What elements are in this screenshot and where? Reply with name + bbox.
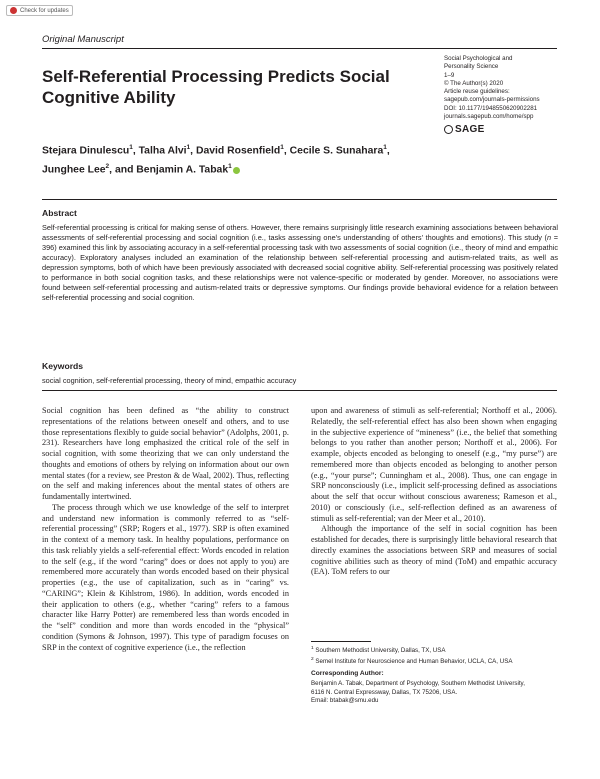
author-name: Talha Alvi — [138, 145, 187, 157]
sage-circle-icon — [444, 125, 453, 134]
body-column-left — [42, 406, 289, 653]
corresponding-author-details — [311, 680, 561, 706]
check-for-updates-badge[interactable] — [6, 5, 73, 16]
permissions-link[interactable]: sagepub.com/journals-permissions — [444, 96, 540, 104]
journal-name-line-1: Social Psychological and — [444, 55, 513, 62]
check-badge-label: Check for updates — [20, 7, 69, 14]
article-type: Original Manuscript — [42, 34, 124, 45]
body-column-right — [311, 406, 557, 578]
publisher-name: SAGE — [455, 124, 485, 135]
keywords-heading: Keywords — [42, 361, 84, 371]
author-name: and Benjamin A. Tabak — [114, 164, 229, 176]
abstract-part-2: = 396) examined this link by associating accuracy in a self-referential processing task with two assessments of social cognition (i.e., theory of mind and empathic accuracy). Exploratory analyses included an examination of the relationship between self-referential processing and autism-related traits, as well as depression symptoms, both of which have been previously associated with decreased social cognitive ability. Self-referential processing was positively related to performance in both social cognition tasks, and these relationships were not valence-specific or moderated by gender. Moreover, no associations were found between self-referential processing and autism-related traits or depressive symptoms. Our findings provide behavioral evidence for a relation between self-referential processing and social cognition. — [42, 233, 558, 302]
affiliation-text: Semel Institute for Neuroscience and Human Behavior, UCLA, CA, USA — [313, 657, 513, 665]
affiliation-marker: 1 — [383, 144, 387, 151]
article-title: Self-Referential Processing Predicts Social Cognitive Ability — [42, 67, 390, 107]
publisher-logo — [444, 124, 485, 135]
affiliation-marker: 1 — [228, 163, 232, 171]
affiliation-1 — [311, 645, 557, 656]
body-paragraph: Social cognition has been defined as “the ability to construct representations of the relations between oneself and others, and to use those representations flexibly to guide social behavior” (Adolphs, 2001, p. 231). Researchers have long emphasized the critical role of the self in social cognition, with some theorizing that we can only understand the thoughts and emotions of others by relying on information about our own mental states (for a review, see Preston & de Waal, 2002). Thus, reflecting on the self and making inferences about the mental states of others are fundamentally intertwined. — [42, 406, 289, 501]
journal-home-link[interactable]: journals.sagepub.com/home/spp — [444, 113, 534, 121]
corresponding-email[interactable]: Email: btabak@smu.edu — [311, 697, 379, 705]
footnote-divider — [311, 641, 371, 642]
body-paragraph: upon and awareness of stimuli as self-referential; Northoff et al., 2006). Relatedly, the self-referential effect has also been shown when engaging in the subjective experience of “mineness” (i.e., the belief that something belongs to you rather than another person; Northoff et al., 2006). For example, objects encoded as belonging to oneself (e.g., “my purse”) are remembered more than objects encoded as belonging to another person (e.g., “your purse”; Cunningham et al., 2008). Thus, one can engage in SRP nonconsciously (i.e., implicit self-processing defined as associations about the self that occur without conscious awareness; Rameson et al., 2010) or consciously (i.e., self-reflection defined as an awareness of stimuli as self-referential; van der Meer et al., 2010). — [311, 406, 557, 523]
journal-name-line-2: Personality Science — [444, 63, 499, 71]
keywords-list: social cognition, self-referential processing, theory of mind, empathic accuracy — [42, 376, 297, 385]
page-range: 1–9 — [444, 71, 455, 79]
affiliation-text: Southern Methodist University, Dallas, TX, USA — [313, 647, 446, 655]
corresponding-line: Benjamin A. Tabak, Department of Psychology, Southern Methodist University, — [311, 680, 525, 687]
affiliation-marker: 1 — [280, 144, 284, 151]
affiliation-marker: 1 — [186, 144, 191, 151]
abstract-divider — [42, 199, 557, 200]
author-list: Stejara Dinulescu$^1$, Talha Alvi$^1$, David Rosenfield$^1$, Cecile S. Sunahara$^1$, Junghee Lee$^2$, and Benjamin A. Tabak$^1$ — [42, 144, 390, 176]
header-divider — [42, 48, 557, 49]
author-name: Stejara Dinulescu — [42, 145, 130, 157]
affiliation-marker: 1 — [129, 144, 133, 151]
affiliation-number: 2 — [311, 656, 314, 662]
affiliation-2 — [311, 656, 557, 667]
abstract-text — [42, 223, 558, 303]
author-name: Cecile S. Sunahara — [289, 145, 384, 157]
abstract-heading: Abstract — [42, 208, 77, 218]
body-paragraph: The process through which we use knowledge of the self to interpret and understand new information is commonly referred to as “self-referential processing” (SRP; Rogers et al., 1977). SRP is often examined in the context of a memory task. In healthy populations, performance on this task reliably yields a self-referential effect: Words encoded in relation to the self (e.g., if the word “caring” does or does not apply to you) are remembered more accurately than words encoded based on their physical properties (e.g., the use of capitalization, such as in “caring” vs. “CARING”; Klein & Kihlstrom, 1986). In addition, words encoded in their application to others (e.g., whether “caring” refers to a famous character like Harry Potter) are remembered less than words encoded in the “self” condition and more than words encoded in the “physical” condition (Symons & Johnson, 1997). This type of paradigm focuses on SRP in the context of cognitive experience (i.e., the reflection — [42, 502, 289, 652]
journal-metadata — [444, 55, 569, 121]
corresponding-line: 6116 N. Central Expressway, Dallas, TX 75206, USA. — [311, 688, 458, 696]
keywords-divider — [42, 390, 557, 391]
sample-size-variable: n — [547, 233, 552, 242]
doi[interactable]: DOI: 10.1177/1948550620902281 — [444, 104, 538, 112]
corresponding-author-heading: Corresponding Author: — [311, 670, 384, 677]
body-paragraph: Although the importance of the self in social cognition has been established for decades, there is surprisingly little behavioral research that directly examines the associations between SRP and measures of social cognitive abilities such as theory of mind (ToM) and empathic accuracy (EA). ToM refers to our — [311, 524, 557, 577]
abstract-part-1: Self-referential processing is critical for making sense of others. However, there remains surprisingly little research examining associations between behavioral assessments of self-referential processing and social cognition (i.e., tasks assessing one's understanding of others' thoughts and emotions). This study ( — [42, 223, 558, 242]
crossmark-icon — [10, 7, 17, 14]
reuse-guidelines-label: Article reuse guidelines: — [444, 88, 510, 96]
orcid-icon[interactable] — [233, 167, 240, 174]
copyright: © The Author(s) 2020 — [444, 79, 504, 87]
affiliations — [311, 645, 557, 666]
affiliation-marker: 2 — [105, 163, 110, 171]
affiliation-number: 1 — [311, 646, 314, 651]
author-name: David Rosenfield — [195, 145, 281, 157]
author-name: Junghee Lee — [42, 164, 106, 176]
